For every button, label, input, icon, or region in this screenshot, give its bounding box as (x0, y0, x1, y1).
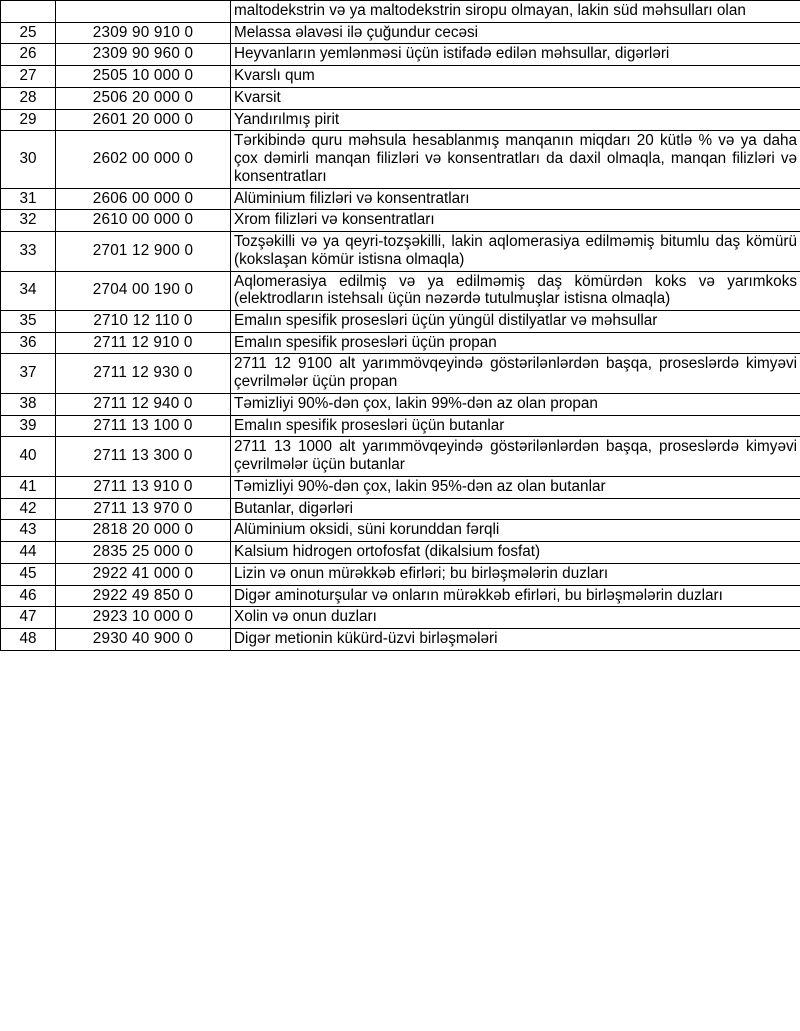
row-number: 31 (1, 188, 56, 210)
row-name: Aqlomerasiya edilmiş və ya edilməmiş daş kömürdən koks və yarımkoks (elektrodların istehsalı üçün nəzərdə tutulmuşlar istisna olmaqla) (231, 271, 800, 310)
table-row (1, 393, 800, 415)
row-number: 47 (1, 607, 56, 629)
row-code: 2606 00 000 0 (56, 188, 231, 210)
table-row (1, 585, 800, 607)
row-code: 2506 20 000 0 (56, 87, 231, 109)
row-code: 2701 12 900 0 (56, 232, 231, 271)
row-name: Emalın spesifik prosesləri üçün propan (231, 332, 800, 354)
table-row (1, 437, 800, 476)
row-name: Lizin və onun mürəkkəb efirləri; bu birləşmələrin duzları (231, 563, 800, 585)
row-name: maltodekstrin və ya maltodekstrin siropu olmayan, lakin süd məhsulları olan (231, 1, 800, 23)
row-number: 29 (1, 109, 56, 131)
table-row (1, 131, 800, 188)
row-name: Xolin və onun duzları (231, 607, 800, 629)
row-code: 2309 90 960 0 (56, 44, 231, 66)
row-code: 2922 49 850 0 (56, 585, 231, 607)
row-code: 2505 10 000 0 (56, 66, 231, 88)
table-row (1, 271, 800, 310)
row-number: 41 (1, 476, 56, 498)
row-number: 42 (1, 498, 56, 520)
row-code: 2309 90 910 0 (56, 22, 231, 44)
row-code: 2711 13 910 0 (56, 476, 231, 498)
row-name: Tərkibində quru məhsula hesablanmış manqanın miqdarı 20 kütlə % və ya daha çox dəmirli manqan filizləri və konsentratları da daxil olmaqla, manqan filizləri və konsentratları (231, 131, 800, 188)
row-code: 2711 13 100 0 (56, 415, 231, 437)
row-name: Tozşəkilli və ya qeyri-tozşəkilli, lakin aqlomerasiya edilməmiş bitumlu daş kömürü (kokslaşan kömür istisna olmaqla) (231, 232, 800, 271)
row-code: 2711 12 910 0 (56, 332, 231, 354)
table-row (1, 415, 800, 437)
row-number (1, 1, 56, 23)
row-number: 46 (1, 585, 56, 607)
table-row (1, 232, 800, 271)
row-name: 2711 13 1000 alt yarımmövqeyində göstərilənlərdən başqa, proseslərdə kimyəvi çevrilmələr üçün butanlar (231, 437, 800, 476)
table-row (1, 44, 800, 66)
table-row (1, 542, 800, 564)
table-row (1, 354, 800, 393)
row-code: 2930 40 900 0 (56, 629, 231, 651)
table-row (1, 1, 800, 23)
row-code: 2818 20 000 0 (56, 520, 231, 542)
row-number: 40 (1, 437, 56, 476)
table-row (1, 210, 800, 232)
row-number: 48 (1, 629, 56, 651)
goods-table-body (1, 1, 800, 651)
row-number: 27 (1, 66, 56, 88)
row-code: 2923 10 000 0 (56, 607, 231, 629)
row-number: 39 (1, 415, 56, 437)
row-name: Melassa əlavəsi ilə çuğundur cecəsi (231, 22, 800, 44)
row-code: 2610 00 000 0 (56, 210, 231, 232)
row-number: 44 (1, 542, 56, 564)
row-number: 25 (1, 22, 56, 44)
row-code: 2711 12 940 0 (56, 393, 231, 415)
row-number: 26 (1, 44, 56, 66)
row-name: Kvarsit (231, 87, 800, 109)
row-code: 2711 13 970 0 (56, 498, 231, 520)
row-name: Digər metionin kükürd-üzvi birləşmələri (231, 629, 800, 651)
table-row (1, 607, 800, 629)
table-row (1, 109, 800, 131)
row-name: Alüminium oksidi, süni korunddan fərqli (231, 520, 800, 542)
row-name: Butanlar, digərləri (231, 498, 800, 520)
row-number: 43 (1, 520, 56, 542)
row-name: Xrom filizləri və konsentratları (231, 210, 800, 232)
table-row (1, 498, 800, 520)
row-number: 36 (1, 332, 56, 354)
row-name: Təmizliyi 90%-dən çox, lakin 99%-dən az olan propan (231, 393, 800, 415)
table-row (1, 629, 800, 651)
row-name: Heyvanların yemlənməsi üçün istifadə edilən məhsullar, digərləri (231, 44, 800, 66)
row-name: Emalın spesifik prosesləri üçün butanlar (231, 415, 800, 437)
table-row (1, 476, 800, 498)
row-name: Emalın spesifik prosesləri üçün yüngül distilyatlar və məhsullar (231, 311, 800, 333)
table-row (1, 87, 800, 109)
row-name: 2711 12 9100 alt yarımmövqeyində göstərilənlərdən başqa, proseslərdə kimyəvi çevrilmələr üçün propan (231, 354, 800, 393)
row-code: 2601 20 000 0 (56, 109, 231, 131)
table-row (1, 311, 800, 333)
row-code: 2704 00 190 0 (56, 271, 231, 310)
table-row (1, 188, 800, 210)
row-name: Yandırılmış pirit (231, 109, 800, 131)
table-row (1, 22, 800, 44)
row-number: 45 (1, 563, 56, 585)
table-row (1, 332, 800, 354)
row-name: Təmizliyi 90%-dən çox, lakin 95%-dən az olan butanlar (231, 476, 800, 498)
row-name: Kalsium hidrogen ortofosfat (dikalsium fosfat) (231, 542, 800, 564)
row-name: Kvarslı qum (231, 66, 800, 88)
row-code: 2602 00 000 0 (56, 131, 231, 188)
row-code: 2835 25 000 0 (56, 542, 231, 564)
row-code: 2711 12 930 0 (56, 354, 231, 393)
table-row (1, 66, 800, 88)
row-number: 28 (1, 87, 56, 109)
row-number: 33 (1, 232, 56, 271)
row-number: 34 (1, 271, 56, 310)
row-number: 32 (1, 210, 56, 232)
row-number: 35 (1, 311, 56, 333)
row-code: 2922 41 000 0 (56, 563, 231, 585)
row-code: 2710 12 110 0 (56, 311, 231, 333)
row-number: 38 (1, 393, 56, 415)
row-number: 30 (1, 131, 56, 188)
row-code (56, 1, 231, 23)
table-row (1, 563, 800, 585)
row-code: 2711 13 300 0 (56, 437, 231, 476)
row-name: Digər aminoturşular və onların mürəkkəb efirləri, bu birləşmələrin duzları (231, 585, 800, 607)
table-row (1, 520, 800, 542)
row-number: 37 (1, 354, 56, 393)
row-name: Alüminium filizləri və konsentratları (231, 188, 800, 210)
